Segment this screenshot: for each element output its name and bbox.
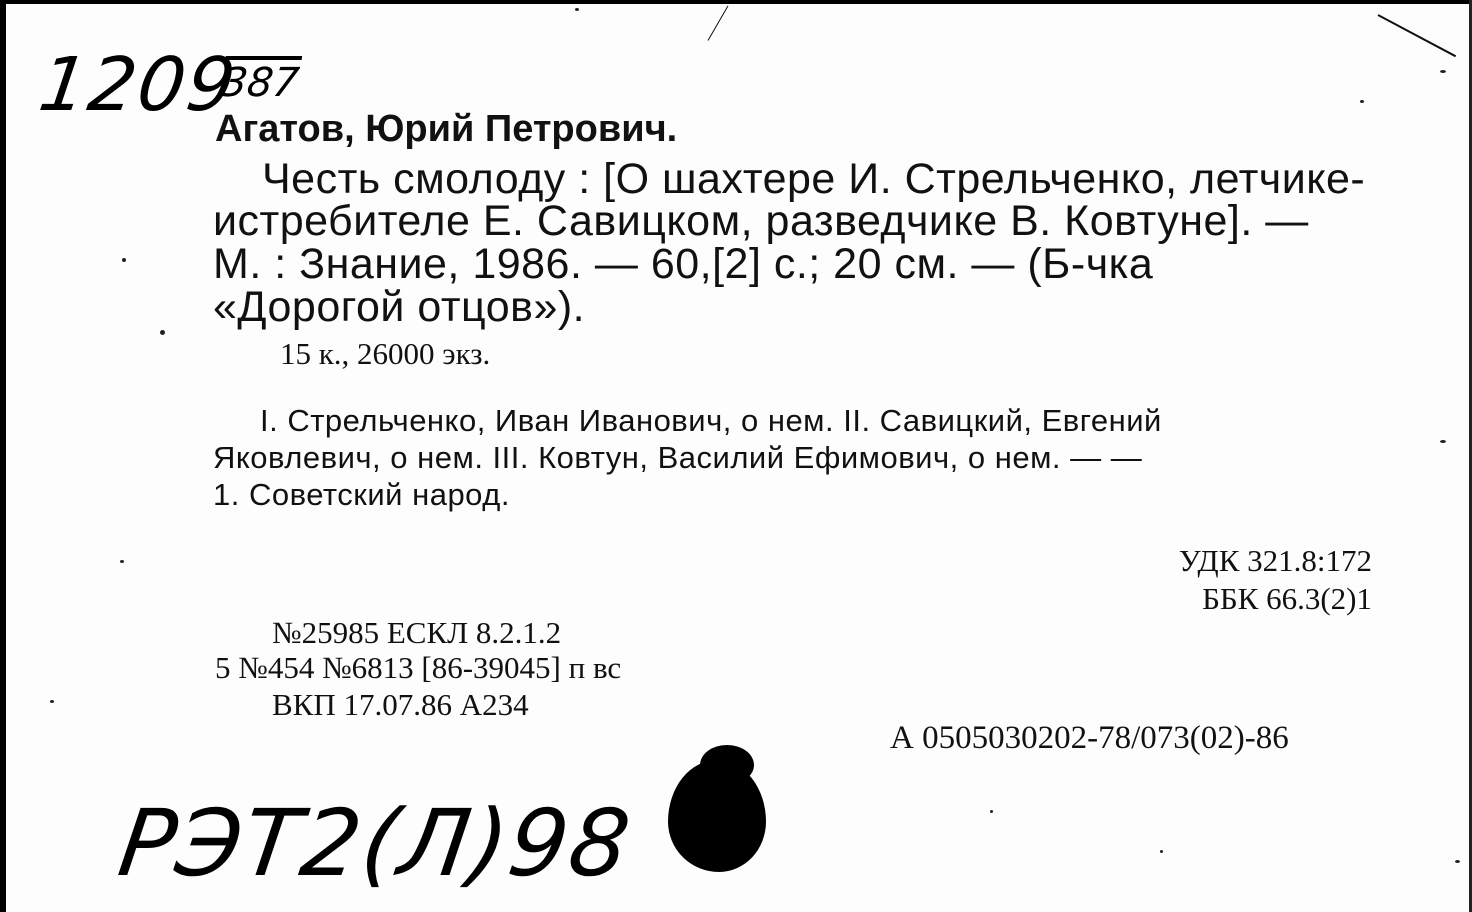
- description-line: истребителе Е. Савицком, разведчике В. Ковтуне]. —: [213, 197, 1309, 245]
- speck: [1360, 100, 1364, 103]
- speck: [160, 330, 165, 335]
- punch-hole: [668, 760, 766, 872]
- author-heading: Агатов, Юрий Петрович.: [215, 108, 678, 150]
- handwritten-shelf-sub: 387: [218, 60, 302, 106]
- tech-line: №25985 ЕСКЛ 8.2.1.2: [272, 615, 562, 650]
- handwritten-shelf-number: 1209: [33, 42, 243, 128]
- speck: [122, 258, 126, 262]
- subject-line: 1. Советский народ.: [213, 477, 510, 512]
- isbn-code: А 0505030202-78/073(02)-86: [890, 720, 1289, 756]
- scratch-mark: [708, 6, 729, 41]
- handwritten-bottom-code: РЭТ2(Л)98: [112, 790, 639, 897]
- description-line: М. : Знание, 1986. — 60,[2] с.; 20 см. — (Б-чка: [213, 240, 1154, 288]
- speck: [575, 8, 579, 11]
- udk-code: УДК 321.8:172: [1178, 543, 1372, 578]
- subject-line: Яковлевич, о нем. III. Ковтун, Василий Ефимович, о нем. — —: [213, 440, 1143, 475]
- speck: [990, 810, 993, 813]
- description-line: «Дорогой отцов»).: [213, 283, 586, 331]
- tech-line: ВКП 17.07.86 А234: [272, 687, 529, 722]
- speck: [1160, 850, 1163, 853]
- copies-count: 15 к., 26000 экз.: [280, 336, 491, 371]
- scratch-mark: [1378, 14, 1457, 57]
- speck: [1440, 70, 1446, 73]
- description-line: Честь смолоду : [О шахтере И. Стрельченко, летчике-: [262, 155, 1366, 203]
- tech-line: 5 №454 №6813 [86-39045] п вс: [215, 650, 622, 685]
- bbk-code: ББК 66.3(2)1: [1202, 581, 1372, 616]
- subject-line: I. Стрельченко, Иван Иванович, о нем. II. Савицкий, Евгений: [260, 403, 1162, 438]
- speck: [120, 560, 124, 563]
- card-top-edge: [0, 0, 1472, 4]
- speck: [1455, 860, 1460, 863]
- speck: [1440, 440, 1446, 443]
- speck: [50, 700, 54, 703]
- card-left-edge: [0, 0, 6, 912]
